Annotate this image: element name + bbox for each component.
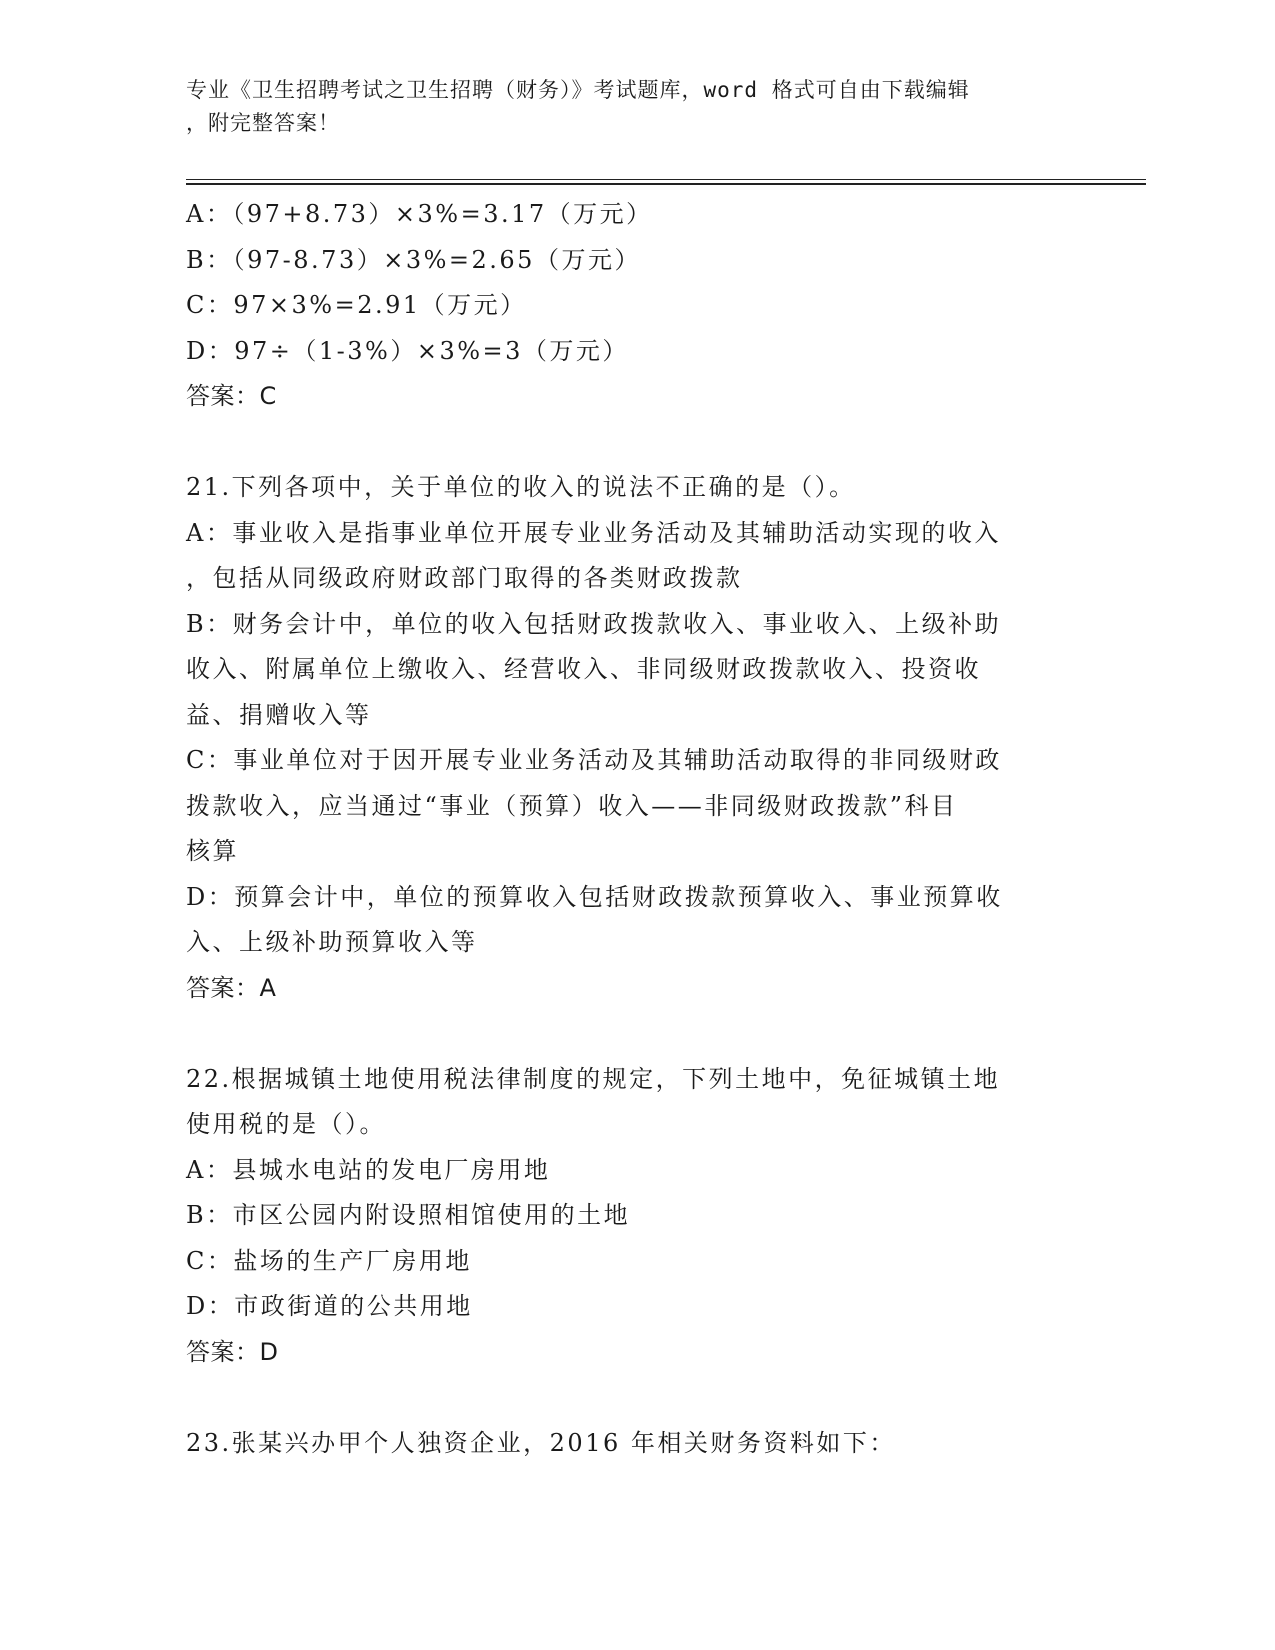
option-d: D：97÷（1-3%）×3%=3（万元） [186, 336, 629, 365]
document-header [186, 74, 1066, 140]
spacer [186, 1375, 1086, 1421]
answer-line: 答案：C [186, 382, 277, 410]
question-stem: 23.张某兴办甲个人独资企业，2016 年相关财务资料如下： [186, 1428, 896, 1457]
option-a: A：（97+8.73）×3%=3.17（万元） [186, 200, 653, 228]
question-21 [186, 465, 1086, 1011]
option-d: D：预算会计中，单位的预算收入包括财政拨款预算收入、事业预算收 [186, 882, 1003, 911]
option-c-cont: 拨款收入，应当通过“事业（预算）收入——非同级财政拨款”科目 [186, 791, 958, 820]
spacer [186, 420, 1086, 466]
option-c: C：盐场的生产厂房用地 [186, 1246, 472, 1275]
option-a: A：事业收入是指事业单位开展专业业务活动及其辅助活动实现的收入 [186, 518, 1001, 547]
option-a-cont: ，包括从同级政府财政部门取得的各类财政拨款 [186, 564, 743, 592]
option-b-cont: 收入、附属单位上缴收入、经营收入、非同级财政拨款收入、投资收 [186, 655, 981, 683]
option-b: B：市区公园内附设照相馆使用的土地 [186, 1201, 631, 1229]
spacer [186, 1011, 1086, 1057]
header-divider [186, 179, 1146, 180]
option-c: C：事业单位对于因开展专业业务活动及其辅助活动取得的非同级财政 [186, 746, 1002, 774]
header-line: 专业《卫生招聘考试之卫生招聘（财务）》考试题库，word 格式可自由下载编辑 [186, 78, 970, 102]
question-stem: 21.下列各项中，关于单位的收入的说法不正确的是（）。 [186, 473, 856, 501]
answer-line: 答案：A [186, 973, 277, 1002]
option-c-cont: 核算 [186, 837, 239, 865]
header-divider [186, 183, 1146, 185]
question-22 [186, 1057, 1086, 1376]
question-stem-cont: 使用税的是（）。 [186, 1110, 386, 1138]
answer-line: 答案：D [186, 1337, 279, 1366]
option-d-cont: 入、上级补助预算收入等 [186, 928, 478, 956]
question-stem: 22.根据城镇土地使用税法律制度的规定，下列土地中，免征城镇土地 [186, 1064, 1001, 1093]
question-content [186, 192, 1086, 1466]
header-line: ，附完整答案！ [186, 111, 340, 135]
option-b: B：（97-8.73）×3%=2.65（万元） [186, 245, 641, 274]
option-b: B：财务会计中，单位的收入包括财政拨款收入、事业收入、上级补助 [186, 609, 1002, 638]
option-a: A：县城水电站的发电厂房用地 [186, 1155, 551, 1184]
option-b-cont: 益、捐赠收入等 [186, 700, 372, 729]
question-20 [186, 192, 1086, 420]
option-c: C：97×3%=2.91（万元） [186, 291, 527, 319]
question-23 [186, 1421, 1086, 1467]
option-d: D：市政街道的公共用地 [186, 1292, 473, 1320]
